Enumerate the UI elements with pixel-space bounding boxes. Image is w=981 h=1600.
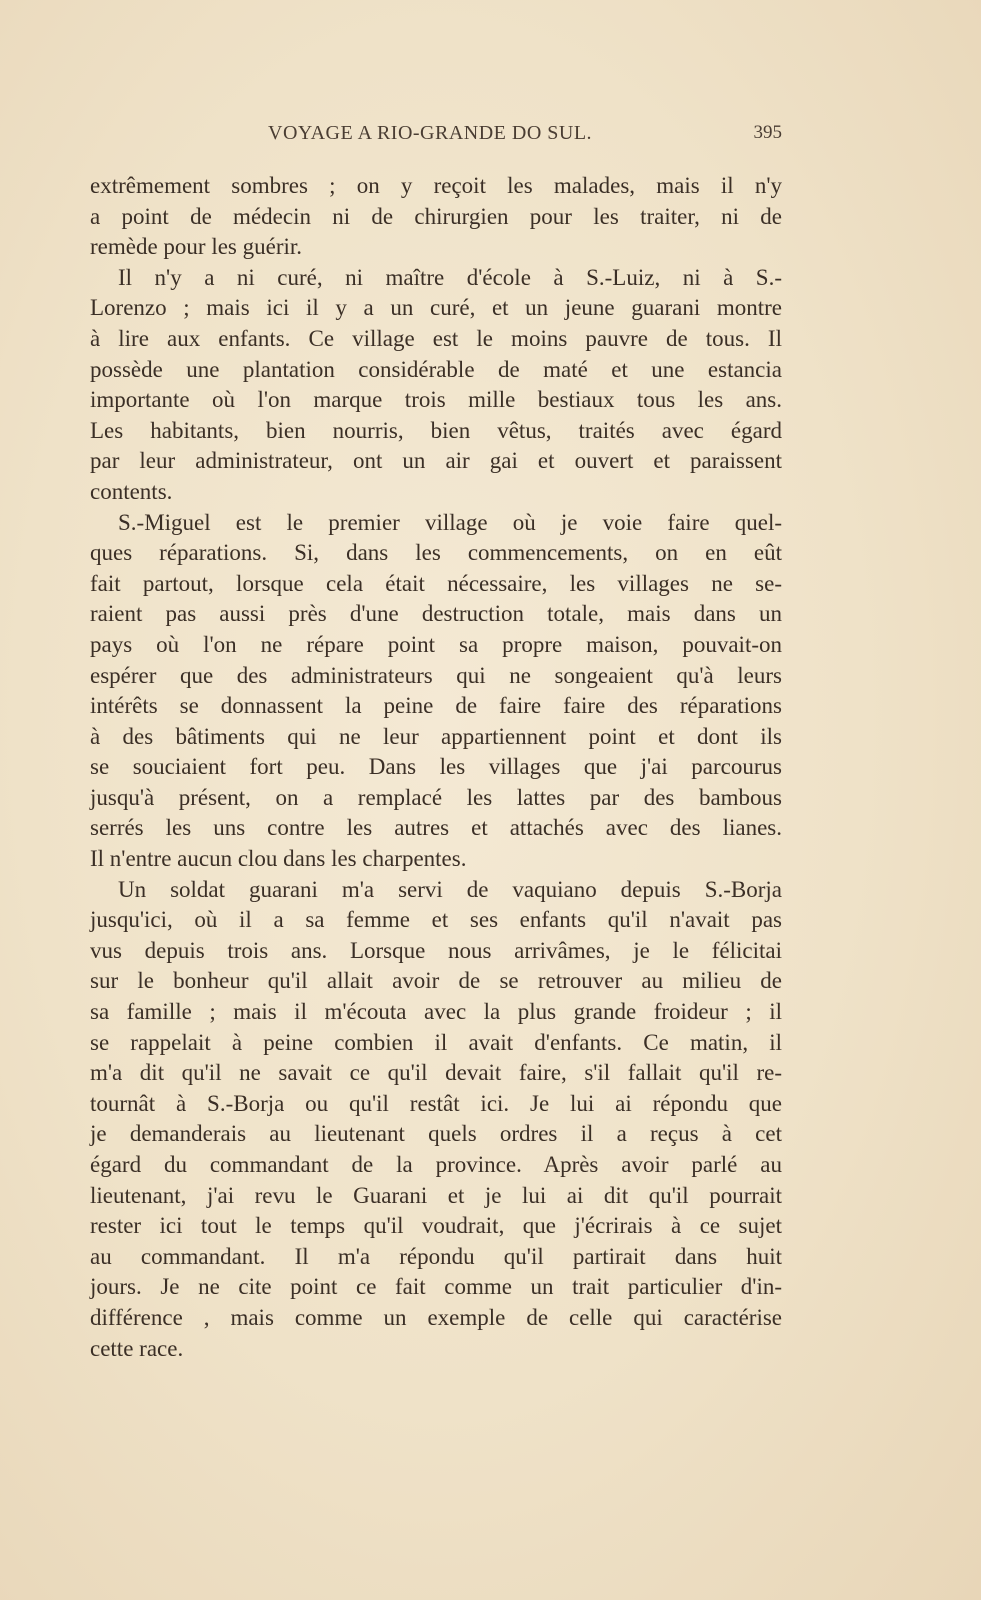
text-line: importante où l'on marque trois mille bestiaux tous les ans. — [90, 387, 782, 413]
text-line: cette race. — [90, 1335, 184, 1361]
text-line: tournât à S.-Borja ou qu'il restât ici. Je lui ai répondu que — [90, 1090, 782, 1116]
text-line: égard du commandant de la province. Après avoir parlé au — [90, 1152, 782, 1177]
text-line: Il n'entre aucun clou dans les charpentes. — [90, 846, 467, 872]
text-line: jusqu'ici, où il a sa femme et ses enfants qu'il n'avait pas — [90, 907, 782, 933]
text-line: sur le bonheur qu'il allait avoir de se retrouver au milieu de — [90, 968, 782, 994]
paragraph — [90, 508, 782, 875]
text-line: à des bâtiments qui ne leur appartiennent point et dont ils — [90, 723, 782, 749]
text-line: vus depuis trois ans. Lorsque nous arrivâmes, je le félicitai — [90, 937, 782, 963]
text-line: raient pas aussi près d'une destruction totale, mais dans un — [90, 601, 782, 627]
text-line: S.-Miguel est le premier village où je voie faire quel- — [118, 509, 782, 535]
text-line: au commandant. Il m'a répondu qu'il partirait dans huit — [90, 1243, 782, 1269]
text-line: serrés les uns contre les autres et attachés avec des lianes. — [90, 815, 782, 841]
text-line: lieutenant, j'ai revu le Guarani et je lui ai dit qu'il pourrait — [90, 1182, 782, 1208]
text-line: jours. Je ne cite point ce fait comme un trait particulier d'in- — [90, 1274, 782, 1300]
text-line: Les habitants, bien nourris, bien vêtus, traités avec égard — [90, 417, 782, 443]
paragraph — [90, 875, 782, 1365]
text-line: intérêts se donnassent la peine de faire faire des réparations — [90, 693, 782, 719]
text-line: Lorenzo ; mais ici il y a un curé, et un jeune guarani montre — [90, 295, 782, 321]
page-number: 395 — [753, 122, 782, 143]
text-line: Un soldat guarani m'a servi de vaquiano depuis S.-Borja — [118, 876, 782, 902]
text-line: fait partout, lorsque cela était nécessaire, les villages ne se- — [90, 570, 782, 596]
paragraph — [90, 263, 782, 508]
running-title: VOYAGE A RIO-GRANDE DO SUL. — [268, 122, 593, 144]
body-text — [90, 171, 782, 1364]
text-line: ques réparations. Si, dans les commencements, on en eût — [90, 540, 782, 566]
text-line: se rappelait à peine combien il avait d'enfants. Ce matin, il — [90, 1029, 782, 1055]
text-line: par leur administrateur, ont un air gai et ouvert et paraissent — [90, 448, 782, 474]
paragraph — [90, 171, 782, 263]
text-line: je demanderais au lieutenant quels ordres il a reçus à cet — [90, 1121, 782, 1147]
text-line: a point de médecin ni de chirurgien pour les traiter, ni de — [90, 203, 782, 229]
text-line: possède une plantation considérable de maté et une estancia — [90, 356, 782, 382]
page-header — [90, 122, 782, 152]
text-line: rester ici tout le temps qu'il voudrait, que j'écrirais à ce sujet — [90, 1213, 782, 1239]
text-line: pays où l'on ne répare point sa propre maison, pouvait-on — [90, 631, 782, 657]
text-line: à lire aux enfants. Ce village est le moins pauvre de tous. Il — [90, 325, 782, 351]
text-line: contents. — [90, 478, 173, 504]
text-line: m'a dit qu'il ne savait ce qu'il devait faire, s'il fallait qu'il re- — [90, 1060, 782, 1086]
text-line: remède pour les guérir. — [90, 234, 303, 260]
text-line: se souciaient fort peu. Dans les villages que j'ai parcourus — [90, 754, 782, 780]
text-line: Il n'y a ni curé, ni maître d'école à S.-Luiz, ni à S.- — [118, 264, 782, 290]
text-line: jusqu'à présent, on a remplacé les lattes par des bambous — [90, 784, 782, 810]
text-line: sa famille ; mais il m'écouta avec la plus grande froideur ; il — [90, 999, 782, 1025]
text-line: espérer que des administrateurs qui ne songeaient qu'à leurs — [90, 662, 782, 688]
text-line: extrêmement sombres ; on y reçoit les malades, mais il n'y — [90, 173, 782, 198]
text-line: différence , mais comme un exemple de celle qui caractérise — [90, 1304, 782, 1330]
